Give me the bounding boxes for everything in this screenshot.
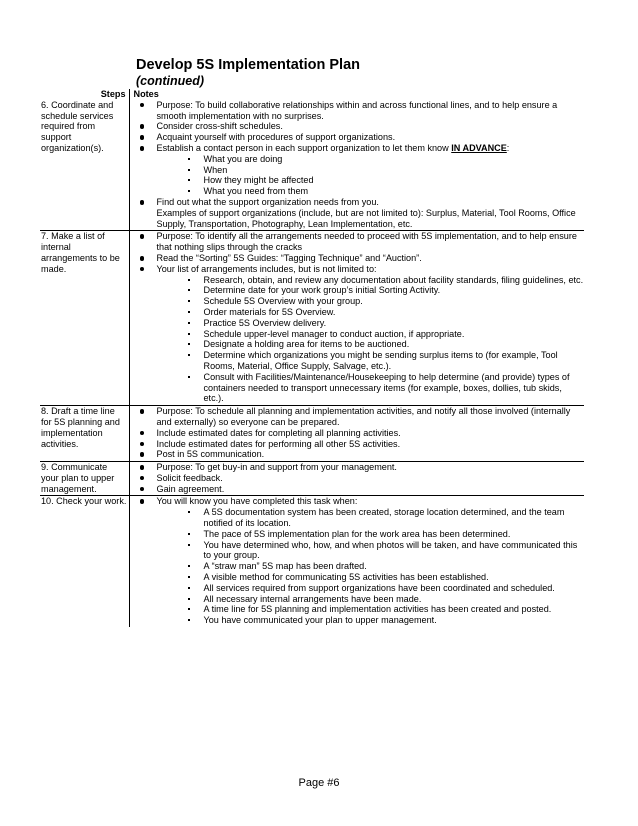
sub-list (157, 507, 585, 626)
bullet-icon (140, 200, 145, 205)
item-text: Purpose: To schedule all planning and implementation activities, and notify all those involved (internally and externally) so everyone can be prepared. (156, 406, 571, 427)
list-item (130, 231, 585, 253)
sub-item-text: Practice 5S Overview delivery. (203, 317, 327, 328)
page-number: Page #6 (298, 777, 340, 789)
sub-bullet-icon (188, 354, 190, 356)
plan-table (40, 89, 584, 627)
sub-item-text: What you are doing (203, 153, 283, 164)
sub-list-item (157, 615, 585, 626)
sub-item-text: A visible method for communicating 5S activities has been established. (203, 572, 489, 583)
sub-bullet-icon (188, 376, 190, 378)
bullet-icon (140, 499, 145, 504)
table-row (40, 462, 584, 496)
notes-cell (129, 496, 584, 627)
bullet-icon (140, 234, 145, 239)
bullet-icon (140, 452, 145, 457)
sub-item-text: You have communicated your plan to upper management. (203, 615, 437, 626)
sub-bullet-icon (188, 565, 190, 567)
bullet-icon (140, 487, 145, 492)
bullet-icon (140, 476, 145, 481)
list-item (130, 484, 585, 495)
sub-bullet-icon (188, 300, 190, 302)
sub-item-text: Consult with Facilities/Maintenance/Housekeeping to help determine (and provide) types of containers needed to transport unnecessary items (for example, boxes, dollies, tub skids, etc.). (203, 371, 570, 404)
sub-item-text: A time line for 5S planning and implementation activities has been created and posted. (203, 604, 552, 615)
sub-bullet-icon (188, 511, 190, 513)
table-row (40, 496, 584, 627)
sub-list-item (157, 540, 585, 562)
item-text: Read the “Sorting” 5S Guides: “Tagging Technique” and “Auction”. (156, 252, 422, 263)
item-text: Purpose: To get buy-in and support from your management. (156, 462, 397, 473)
bullet-icon (140, 135, 145, 140)
table-row (40, 406, 584, 462)
notes-cell (129, 100, 584, 231)
step-cell: 10. Check your work. (40, 496, 129, 627)
sub-item-text: All necessary internal arrangements have been made. (203, 593, 422, 604)
sub-list-item (157, 275, 585, 286)
sub-list-item (157, 186, 585, 197)
page-title: Develop 5S Implementation Plan (136, 57, 360, 73)
item-text: Establish a contact person in each support organization to let them know (156, 142, 452, 153)
steps-header: Steps (40, 89, 129, 100)
sub-list-item (157, 350, 585, 372)
item-text: Include estimated dates for performing all other 5S activities. (156, 438, 401, 449)
sub-bullet-icon (188, 279, 190, 281)
item-text: Your list of arrangements includes, but is not limited to: (156, 263, 377, 274)
sub-item-text: Determine date for your work group’s initial Sorting Activity. (203, 285, 441, 296)
step-cell: 6. Coordinate and schedule services required from support organization(s). (40, 100, 129, 231)
list-item (130, 406, 585, 428)
list-item (130, 121, 585, 132)
sub-bullet-icon (188, 289, 190, 291)
list-item (130, 143, 585, 197)
sub-bullet-icon (188, 169, 190, 171)
sub-list-item (157, 561, 585, 572)
sub-bullet-icon (188, 311, 190, 313)
item-text: Include estimated dates for completing all planning activities. (156, 427, 401, 438)
bullet-icon (140, 431, 145, 436)
sub-bullet-icon (188, 619, 190, 621)
sub-item-text: Determine which organizations you might be sending surplus items to (for example, Tool Rooms, Material, Office Supply, Salvage, etc.). (203, 350, 558, 371)
sub-list-item (157, 604, 585, 615)
notes-list (130, 100, 585, 230)
sub-list-item (157, 318, 585, 329)
sub-bullet-icon (188, 190, 190, 192)
sub-item-text: Schedule upper-level manager to conduct auction, if appropriate. (203, 328, 465, 339)
sub-item-text: What you need from them (203, 186, 309, 197)
sub-bullet-icon (188, 608, 190, 610)
sub-item-text: You have determined who, how, and when photos will be taken, and have communicated this to your group. (203, 539, 578, 561)
sub-item-text: The pace of 5S implementation plan for the work area has been determined. (203, 528, 511, 539)
list-item (130, 264, 585, 404)
notes-list (130, 462, 585, 494)
item-text: Solicit feedback. (156, 472, 223, 483)
notes-list (130, 231, 585, 404)
item-text: Find out what the support organization needs from you. (156, 196, 379, 207)
sub-bullet-icon (188, 179, 190, 181)
sub-item-text: Schedule 5S Overview with your group. (203, 296, 363, 307)
page-subtitle: (continued) (136, 74, 205, 88)
list-item (130, 473, 585, 484)
table-row (40, 231, 584, 406)
sub-list-item (157, 307, 585, 318)
sub-list (157, 275, 585, 405)
list-item (130, 428, 585, 439)
sub-item-text: Designate a holding area for items to be auctioned. (203, 339, 410, 350)
list-item (130, 253, 585, 264)
bullet-icon (140, 267, 145, 272)
sub-item-text: Research, obtain, and review any documentation about facility standards, filing guidelines, etc. (203, 274, 584, 285)
list-item (130, 197, 585, 229)
bullet-icon (140, 146, 145, 151)
item-text: Acquaint yourself with procedures of support organizations. (156, 132, 396, 143)
table-header-row (40, 89, 584, 100)
bullet-icon (140, 409, 145, 414)
sub-list-item (157, 529, 585, 540)
notes-cell (129, 462, 584, 496)
sub-list (157, 154, 585, 197)
list-item (130, 496, 585, 626)
sub-bullet-icon (188, 533, 190, 535)
sub-list-item (157, 372, 585, 404)
bullet-icon (140, 442, 145, 447)
item-text: Post in 5S communication. (156, 449, 265, 460)
notes-cell (129, 406, 584, 462)
sub-list-item (157, 296, 585, 307)
notes-list (130, 406, 585, 460)
sub-list-item (157, 572, 585, 583)
notes-cell (129, 231, 584, 406)
sub-list-item (157, 339, 585, 350)
bullet-icon (140, 256, 145, 261)
step-cell: 8. Draft a time line for 5S planning and implementation activities. (40, 406, 129, 462)
list-item (130, 132, 585, 143)
sub-bullet-icon (188, 598, 190, 600)
item-text: Purpose: To identify all the arrangements needed to proceed with 5S implementation, and to help ensure that nothing slips through the cracks (156, 231, 577, 253)
emphasis-text: IN ADVANCE (451, 142, 507, 153)
sub-bullet-icon (188, 333, 190, 335)
sub-item-text: A “straw man” 5S map has been drafted. (203, 561, 367, 572)
sub-bullet-icon (188, 544, 190, 546)
sub-list-item (157, 165, 585, 176)
item-text: Purpose: To build collaborative relationships within and across functional lines, and to help ensure a smooth implementation with no surprises. (156, 99, 558, 121)
bullet-icon (140, 465, 145, 470)
table-body (40, 100, 584, 627)
list-item (130, 439, 585, 450)
sub-item-text: How they might be affected (203, 175, 314, 186)
sub-list-item (157, 594, 585, 605)
sub-item-text: All services required from support organizations have been coordinated and scheduled. (203, 582, 555, 593)
sub-list-item (157, 329, 585, 340)
sub-item-text: Order materials for 5S Overview. (203, 306, 336, 317)
item-continuation: Examples of support organizations (include, but are not limited to): Surplus, Material, Tool Rooms, Office Supply, Transportation, Photography, Lean Implementation, etc. (156, 207, 576, 229)
sub-list-item (157, 154, 585, 165)
list-item (130, 449, 585, 460)
sub-list-item (157, 583, 585, 594)
step-cell: 7. Make a list of internal arrangements to be made. (40, 231, 129, 406)
sub-bullet-icon (188, 322, 190, 324)
sub-item-text: When (203, 164, 228, 175)
sub-bullet-icon (188, 343, 190, 345)
list-item (130, 100, 585, 122)
table-row (40, 100, 584, 231)
item-text-tail: : (506, 142, 510, 153)
notes-header: Notes (133, 89, 159, 99)
sub-list-item (157, 175, 585, 186)
notes-list (130, 496, 585, 626)
sub-list-item (157, 507, 585, 529)
item-text: Gain agreement. (156, 483, 225, 494)
step-cell: 9. Communicate your plan to upper management. (40, 462, 129, 496)
item-text: Consider cross-shift schedules. (156, 121, 283, 132)
sub-bullet-icon (188, 587, 190, 589)
sub-list-item (157, 285, 585, 296)
bullet-icon (140, 103, 145, 108)
list-item (130, 462, 585, 473)
bullet-icon (140, 124, 145, 129)
sub-item-text: A 5S documentation system has been created, storage location determined, and the team notified of its location. (203, 507, 565, 529)
sub-bullet-icon (188, 576, 190, 578)
sub-bullet-icon (188, 158, 190, 160)
item-text: You will know you have completed this task when: (156, 496, 358, 507)
